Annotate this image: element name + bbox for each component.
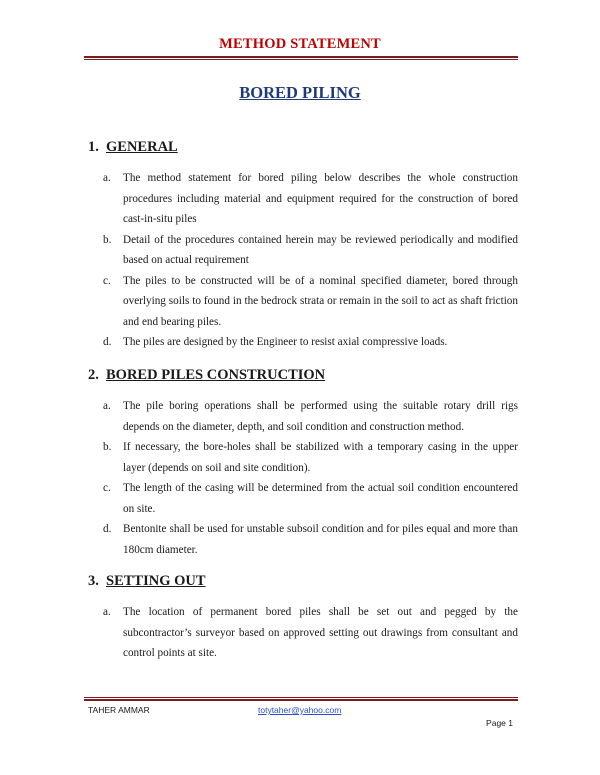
footer-divider (84, 699, 518, 701)
section-number: 1. (88, 139, 99, 155)
list-item (88, 230, 518, 271)
header-divider-thin (84, 59, 518, 60)
item-list (88, 602, 518, 664)
item-text: The pile boring operations shall be performed using the suitable rotary drill rigs depends on the diameter, depth, and soil condition and construction method. (123, 400, 518, 433)
item-text: The location of permanent bored piles shall be set out and pegged by the subcontractor’s surveyor based on approved setting out drawings from consultant and control points at site. (123, 606, 518, 659)
list-item (88, 271, 518, 333)
section-heading (88, 573, 518, 590)
list-item (88, 332, 518, 353)
section-number: 2. (88, 367, 99, 383)
item-text: The method statement for bored piling below describes the whole construction procedures including material and equipment required for the construction of bored cast-in-situ piles (123, 172, 518, 225)
item-marker: a. (103, 400, 111, 412)
item-text: Bentonite shall be used for unstable subsoil condition and for piles equal and more than 180cm diameter. (123, 523, 518, 556)
item-marker: c. (103, 274, 111, 287)
section-setting-out (88, 573, 518, 664)
footer-email-link[interactable]: totytaher@yahoo.com (258, 705, 342, 715)
section-heading-text: GENERAL (106, 139, 178, 155)
item-marker: d. (103, 523, 112, 535)
item-text: The length of the casing will be determined from the actual soil condition encountered on site. (123, 482, 518, 515)
item-text: The piles to be constructed will be of a nominal specified diameter, bored through overlying soils to found in the bedrock strata or remain in the soil to act as shaft friction and end bearing piles. (123, 274, 518, 328)
section-heading-text: SETTING OUT (106, 573, 206, 589)
item-marker: a. (103, 172, 111, 184)
item-marker: b. (103, 441, 112, 453)
section-bored-piles-construction (88, 367, 518, 560)
list-item (88, 478, 518, 519)
section-general (88, 139, 518, 353)
item-marker: d. (103, 336, 112, 348)
page-number: Page 1 (486, 718, 513, 728)
item-text: Detail of the procedures contained herein may be reviewed periodically and modified based on actual requirement (123, 233, 518, 266)
item-text: If necessary, the bore-holes shall be stabilized with a temporary casing in the upper layer (depends on soil and site condition). (123, 441, 518, 474)
section-heading (88, 139, 518, 156)
item-text: The piles are designed by the Engineer to resist axial compressive loads. (123, 336, 448, 348)
document-title: BORED PILING (239, 83, 361, 102)
footer-divider-thin (84, 697, 518, 698)
footer-author: TAHER AMMAR (88, 705, 150, 715)
item-marker: b. (103, 233, 112, 246)
section-number: 3. (88, 573, 99, 589)
item-list (88, 168, 518, 353)
header-divider (84, 56, 518, 58)
list-item (88, 168, 518, 230)
list-item (88, 519, 518, 560)
header-title: METHOD STATEMENT (219, 36, 381, 52)
section-heading-text: BORED PILES CONSTRUCTION (106, 367, 326, 383)
section-heading (88, 367, 518, 384)
item-marker: c. (103, 482, 111, 494)
list-item (88, 437, 518, 478)
list-item (88, 396, 518, 437)
item-list (88, 396, 518, 560)
list-item (88, 602, 518, 664)
item-marker: a. (103, 606, 111, 618)
